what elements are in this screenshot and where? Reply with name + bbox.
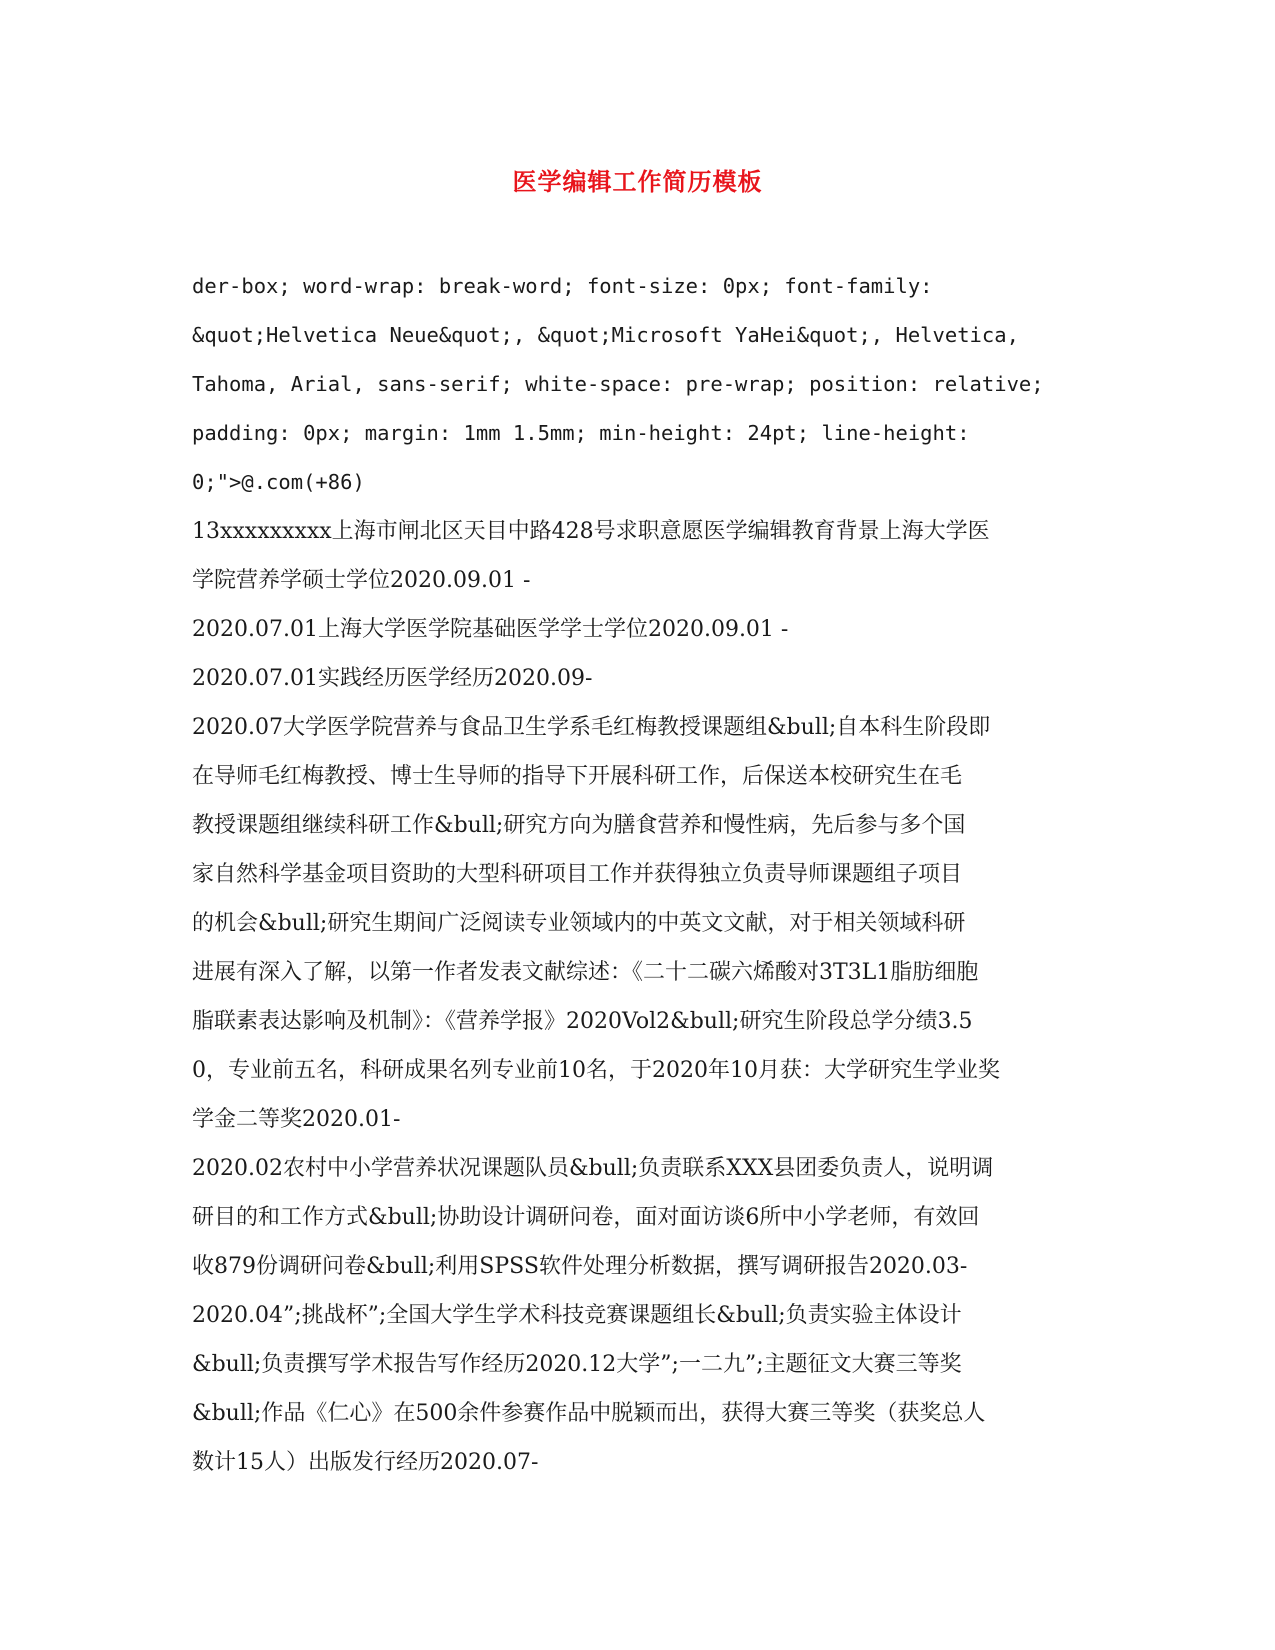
body-line: Tahoma, Arial, sans-serif; white-space: pre-wrap; position: relative;	[192, 372, 1044, 396]
body-line: 2020.02农村中小学营养状况课题队员&bull;负责联系XXX县团委负责人，说明调	[192, 1156, 994, 1181]
body-line: 进展有深入了解，以第一作者发表文献综述：《二十二碳六烯酸对3T3L1脂肪细胞	[192, 960, 979, 985]
body-line: 0;">@.com(+86)	[192, 470, 365, 494]
body-line: 研目的和工作方式&bull;协助设计调研问卷，面对面访谈6所中小学老师，有效回	[192, 1205, 980, 1230]
body-line: 学院营养学硕士学位2020.09.01 -	[192, 568, 531, 593]
body-line: 在导师毛红梅教授、博士生导师的指导下开展科研工作，后保送本校研究生在毛	[192, 764, 963, 789]
body-line: 学金二等奖2020.01-	[192, 1107, 401, 1132]
body-line: 教授课题组继续科研工作&bull;研究方向为膳食营养和慢性病，先后参与多个国	[192, 813, 966, 838]
body-line: 家自然科学基金项目资助的大型科研项目工作并获得独立负责导师课题组子项目	[192, 862, 963, 887]
body-line: padding: 0px; margin: 1mm 1.5mm; min-height: 24pt; line-height:	[192, 421, 970, 445]
body-line: &bull;作品《仁心》在500余件参赛作品中脱颖而出，获得大赛三等奖（获奖总人	[192, 1401, 986, 1426]
document-body	[192, 262, 1082, 1487]
body-line: der-box; word-wrap: break-word; font-size: 0px; font-family:	[192, 274, 933, 298]
body-line: 脂联素表达影响及机制》：《营养学报》2020Vol2&bull;研究生阶段总学分绩3.5	[192, 1009, 973, 1034]
body-line: 的机会&bull;研究生期间广泛阅读专业领域内的中英文文献，对于相关领域科研	[192, 911, 966, 936]
document-title: 医学编辑工作简历模板	[512, 167, 763, 196]
body-line: &quot;Helvetica Neue&quot;, &quot;Microsoft YaHei&quot;, Helvetica,	[192, 323, 1019, 347]
body-line: 2020.04”;挑战杯”;全国大学生学术科技竞赛课题组长&bull;负责实验主体设计	[192, 1303, 962, 1328]
body-line: &bull;负责撰写学术报告写作经历2020.12大学”;一二九”;主题征文大赛三等奖	[192, 1352, 962, 1377]
body-line: 2020.07.01上海大学医学院基础医学学士学位2020.09.01 -	[192, 617, 789, 642]
body-line: 0，专业前五名，科研成果名列专业前10名，于2020年10月获：大学研究生学业奖	[192, 1058, 1000, 1083]
body-line: 收879份调研问卷&bull;利用SPSS软件处理分析数据，撰写调研报告2020.03-	[192, 1254, 968, 1279]
body-line: 数计15人）出版发行经历2020.07-	[192, 1450, 539, 1475]
body-line: 2020.07大学医学院营养与食品卫生学系毛红梅教授课题组&bull;自本科生阶段即	[192, 715, 991, 740]
body-line: 13xxxxxxxxx上海市闸北区天目中路428号求职意愿医学编辑教育背景上海大学医	[192, 519, 990, 544]
body-line: 2020.07.01实践经历医学经历2020.09-	[192, 666, 593, 691]
